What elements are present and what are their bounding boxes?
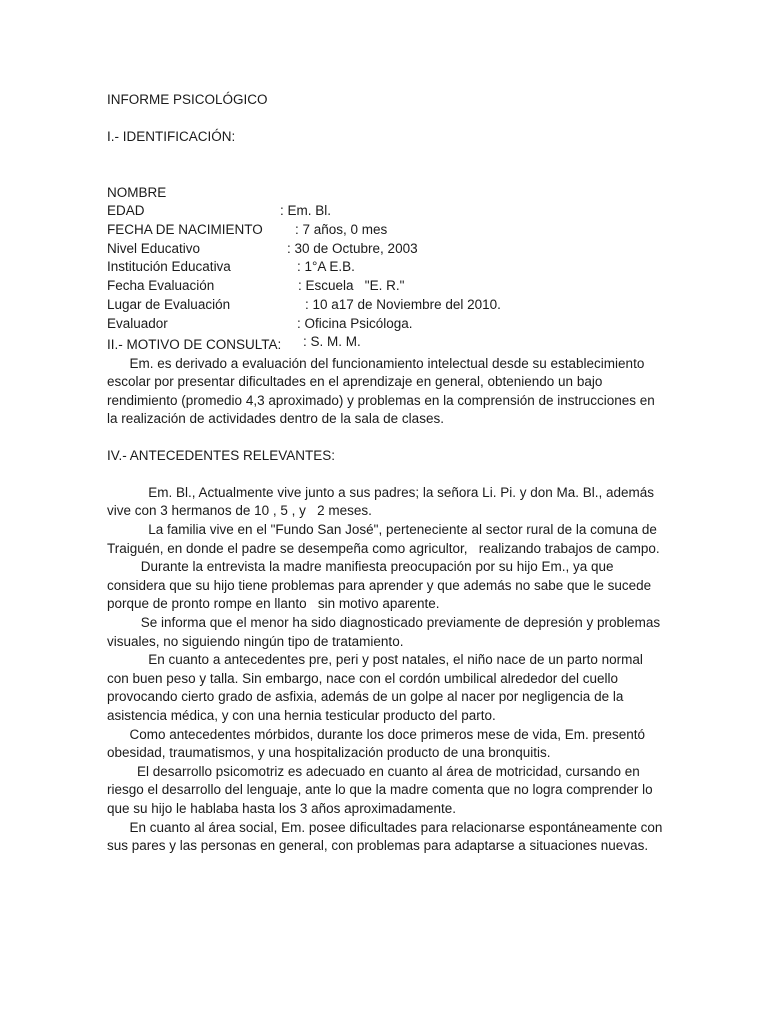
id-value: : Oficina Psicóloga. [297,315,413,331]
id-label: NOMBRE [107,184,167,200]
id-value: : S. M. M. [303,334,361,350]
antecedentes-body [107,484,667,856]
id-label: Nivel Educativo [107,240,201,256]
antecedentes-paragraph: Como antecedentes mórbidos, durante los doce primeros mese de vida, Em. presentó obesidad, traumatismos, y una hospitalización producto de una bronquitis. [107,726,649,761]
antecedentes-paragraph: Se informa que el menor ha sido diagnosticado previamente de depresión y problemas visuales, no siguiendo ningún tipo de tratamiento. [107,615,664,649]
id-value: : 1°A E.B. [297,259,355,275]
motivo-paragraph: Em. es derivado a evaluación del funcionamiento intelectual desde su establecimiento escolar por presentar dificultades en el aprendizaje en general, obteniendo un bajo rendimiento (promedio 4,3 aproximado) y problemas en la comprensión de instrucciones en la realización de actividades dentro de la sala de clases. [107,355,659,427]
antecedentes-paragraph: En cuanto a antecedentes pre, peri y post natales, el niño nace de un parto normal con buen peso y talla. Sin embargo, nace con el cordón umbilical alrededor del cuello provocando cierto grado de asfixia, además de un golpe al nacer por negligencia de la asistencia médica, y con una hernia testicular producto del parto. [107,652,647,723]
document-title: INFORME PSICOLÓGICO [107,92,268,107]
antecedentes-paragraph: La familia vive en el "Fundo San José", perteneciente al sector rural de la comuna de Traiguén, en donde el padre se desempeña como agricultor, realizando trabajos de campo. [107,522,661,556]
id-value: : Escuela "E. R." [298,278,405,294]
antecedentes-paragraph: El desarrollo psicomotriz es adecuado en cuanto al área de motricidad, cursando en riesgo el desarrollo del lenguaje, ante lo que la madre comenta que no logra comprender lo que su hijo le hablaba hasta los 3 años aproximadamente. [107,763,657,816]
id-label: Institución Educativa [107,259,231,275]
id-value: : 7 años, 0 mes [295,222,388,238]
section-identificacion-heading: I.- IDENTIFICACIÓN: [107,129,236,144]
section-motivo-heading: II.- MOTIVO DE CONSULTA: [107,336,282,352]
id-label: FECHA DE NACIMIENTO [107,222,263,238]
id-label: EDAD [107,203,145,219]
id-label: Evaluador [107,315,168,331]
id-label: Fecha Evaluación [107,278,215,294]
id-value: : 10 a17 de Noviembre del 2010. [305,296,501,312]
document-page [107,90,667,856]
id-value: : Em. Bl. [280,203,332,219]
id-value: : 30 de Octubre, 2003 [287,240,418,256]
antecedentes-paragraph: En cuanto al área social, Em. posee dificultades para relacionarse espontáneamente con sus pares y las personas en general, con problemas para adaptarse a situaciones nuevas. [107,819,667,854]
antecedentes-paragraph: Em. Bl., Actualmente vive junto a sus padres; la señora Li. Pi. y don Ma. Bl., además vive con 3 hermanos de 10 , 5 , y 2 meses. [107,484,658,519]
section-antecedentes-heading: IV.- ANTECEDENTES RELEVANTES: [107,447,336,463]
antecedentes-paragraph: Durante la entrevista la madre manifiesta preocupación por su hijo Em., ya que considera que su hijo tiene problemas para aprender y que además no sabe que le sucede porque de pronto rompe en llanto sin motivo aparente. [107,559,655,612]
id-label: Lugar de Evaluación [107,296,231,312]
